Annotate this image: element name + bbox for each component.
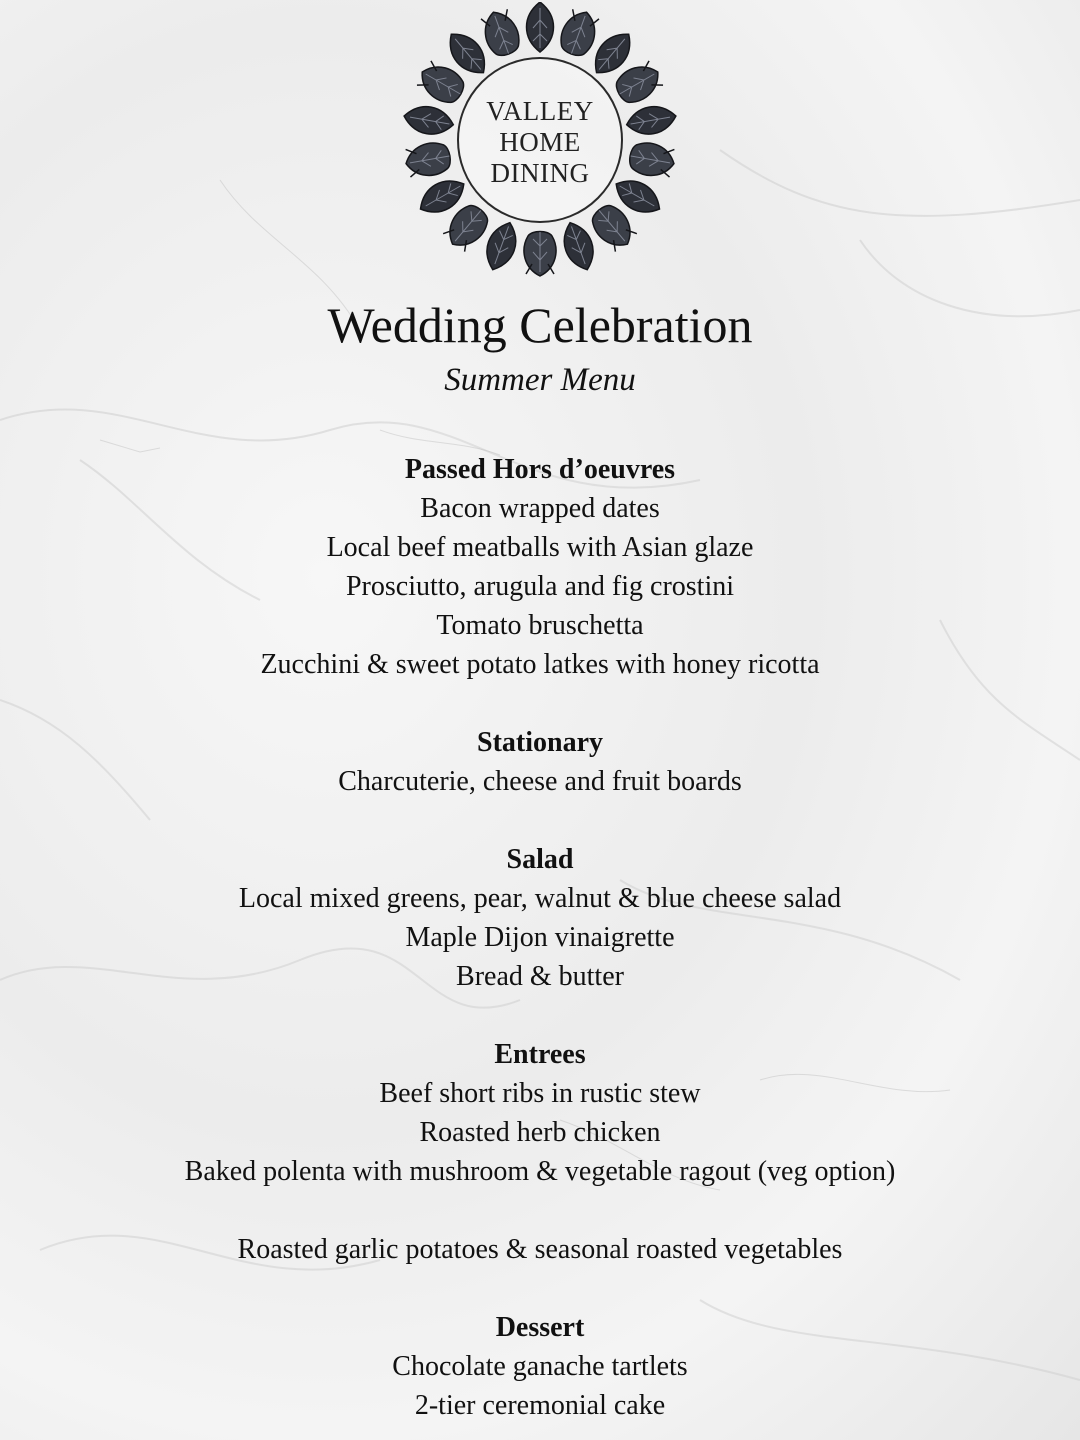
section-heading: Entrees <box>494 1039 586 1070</box>
menu-section <box>0 1230 1080 1269</box>
menu-item: Local beef meatballs with Asian glaze <box>326 532 754 563</box>
logo <box>398 2 682 278</box>
menu-item: Baked polenta with mushroom & vegetable ragout (veg option) <box>184 1156 896 1187</box>
menu-section <box>0 840 1080 996</box>
menu-item: Beef short ribs in rustic stew <box>379 1078 701 1109</box>
menu-item: Bacon wrapped dates <box>420 493 660 524</box>
menu-item: Roasted garlic potatoes & seasonal roasted vegetables <box>237 1234 843 1265</box>
menu-list <box>0 450 1080 1425</box>
menu-item: Chocolate ganache tartlets <box>392 1351 688 1382</box>
menu-title: Wedding Celebration <box>327 297 753 353</box>
menu-item: Tomato bruschetta <box>436 610 644 641</box>
menu-item: Prosciutto, arugula and fig crostini <box>345 571 735 602</box>
menu-section <box>0 723 1080 801</box>
menu-section <box>0 1308 1080 1425</box>
section-heading: Stationary <box>477 727 603 758</box>
menu-item: Charcuterie, cheese and fruit boards <box>338 766 742 797</box>
menu-item: 2-tier ceremonial cake <box>414 1390 666 1421</box>
menu-section <box>0 450 1080 684</box>
logo-line: VALLEY <box>486 95 594 126</box>
menu-section <box>0 1035 1080 1191</box>
menu-item: Roasted herb chicken <box>419 1117 661 1148</box>
menu-item: Zucchini & sweet potato latkes with honey ricotta <box>260 649 820 680</box>
logo-line: HOME <box>499 126 581 157</box>
section-heading: Dessert <box>495 1312 585 1343</box>
menu-subtitle: Summer Menu <box>444 362 636 398</box>
logo-text <box>398 2 682 278</box>
logo-line: DINING <box>490 157 590 188</box>
section-heading: Passed Hors d’oeuvres <box>404 454 676 485</box>
section-heading: Salad <box>506 844 574 875</box>
menu-item: Local mixed greens, pear, walnut & blue cheese salad <box>238 883 842 914</box>
menu-item: Bread & butter <box>456 961 624 992</box>
menu-item: Maple Dijon vinaigrette <box>405 922 675 953</box>
